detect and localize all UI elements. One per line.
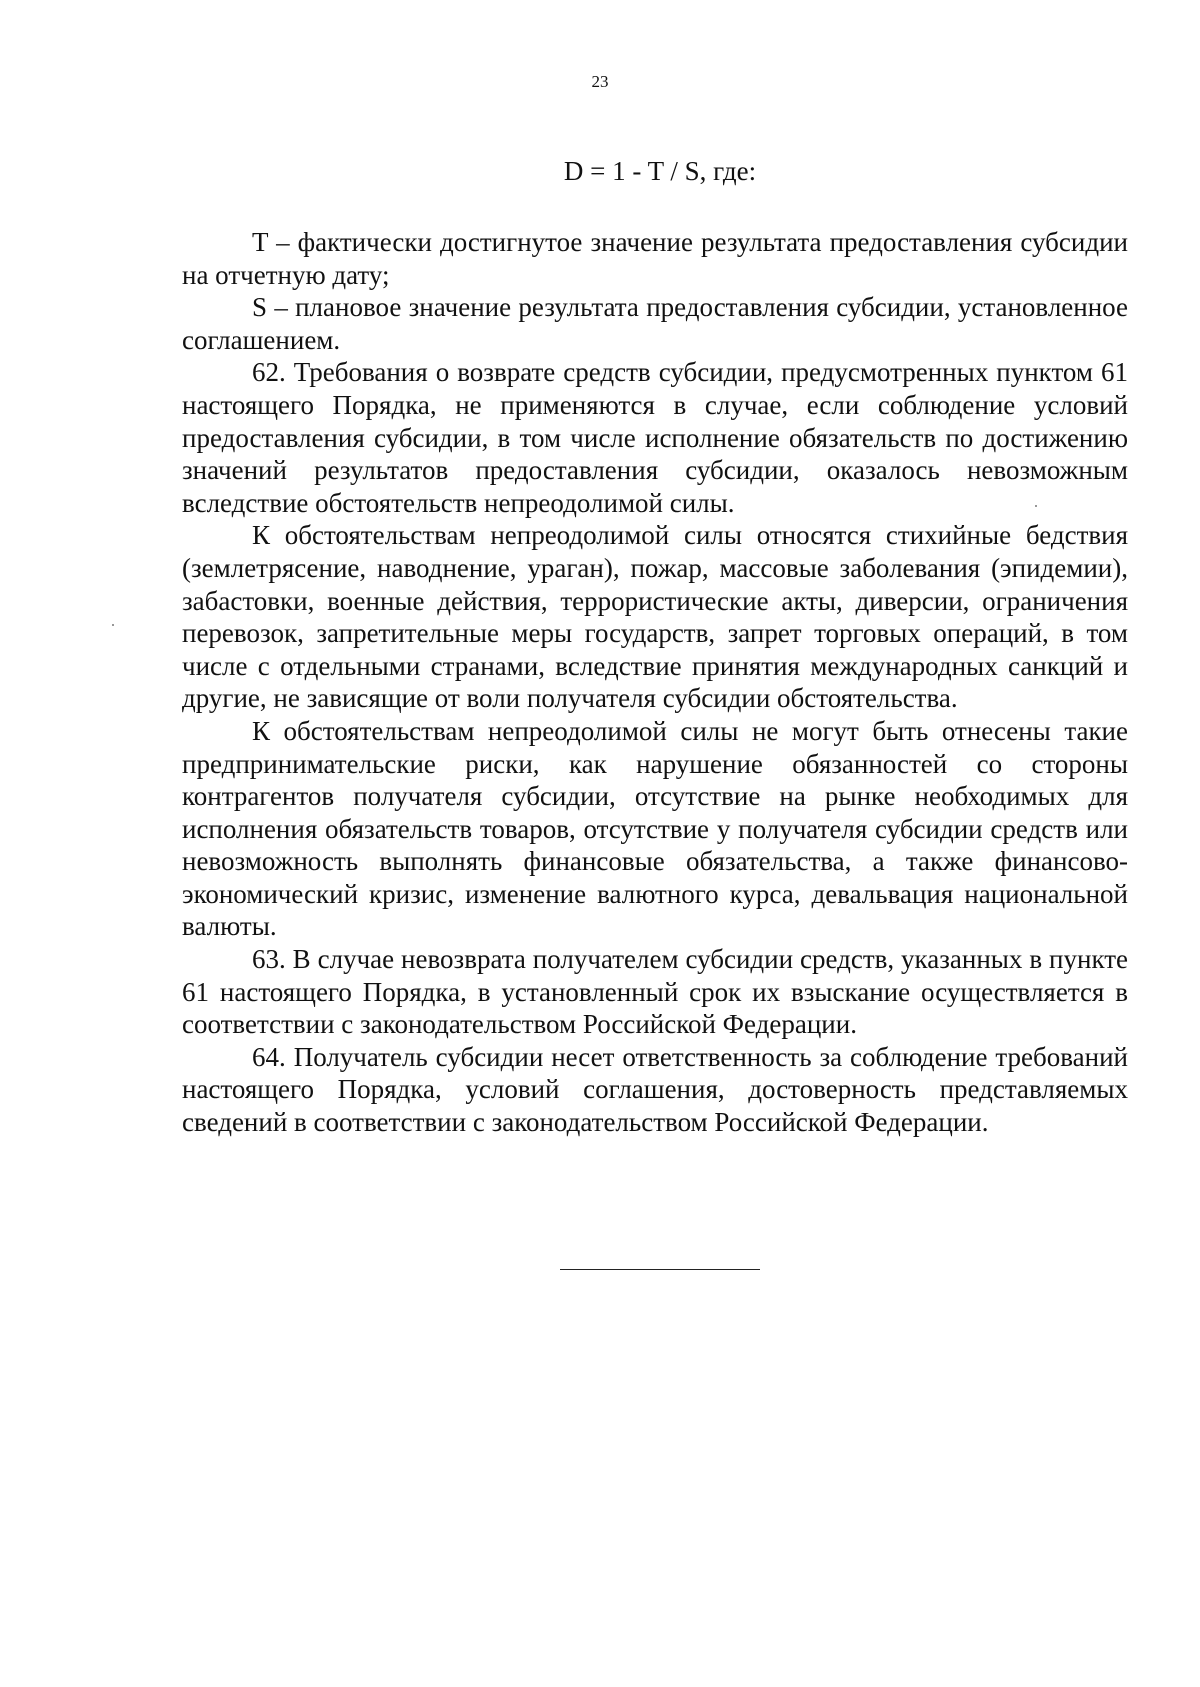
- document-body: [182, 226, 1128, 1139]
- paragraph-business-risks: К обстоятельствам непреодолимой силы не могут быть отнесены такие предпринимательские риски, как нарушение обязанностей со стороны контрагентов получателя субсидии, отсутствие на рынке необходимых для исполнения обязательств товаров, отсутствие у получателя субсидии средств или невозможность выполнять финансовые обязательства, а также финансово-экономический кризис, изменение валютного курса, девальвация национальной валюты.: [182, 715, 1128, 942]
- paragraph-64: 64. Получатель субсидии несет ответственность за соблюдение требований настоящего Порядка, условий соглашения, достоверность представляемых сведений в соответствии с законодательством Российской Федерации.: [182, 1041, 1128, 1138]
- paragraph-63: 63. В случае невозврата получателем субсидии средств, указанных в пункте 61 настоящего Порядка, в установленный срок их взыскание осуществляется в соответствии с законодательством Российской Федерации.: [182, 944, 1128, 1040]
- formula: D = 1 - T / S, где:: [563, 156, 757, 186]
- paragraph-s-definition: S – плановое значение результата предоставления субсидии, установленное соглашением.: [182, 292, 1128, 355]
- end-separator-line: [560, 1269, 760, 1270]
- paragraph-t-definition: T – фактически достигнутое значение результата предоставления субсидии на отчетную дату;: [182, 227, 1128, 290]
- scan-speck: [112, 624, 114, 626]
- page-number: 23: [591, 72, 609, 91]
- paragraph-force-majeure: К обстоятельствам непреодолимой силы относятся стихийные бедствия (землетрясение, наводнение, ураган), пожар, массовые заболевания (эпидемии), забастовки, военные действия, террористические акты, диверсии, ограничения перевозок, запретительные меры государств, запрет торговых операций, в том числе с отдельными странами, вследствие принятия международных санкций и другие, не зависящие от воли получателя субсидии обстоятельства.: [182, 520, 1128, 714]
- paragraph-62: 62. Требования о возврате средств субсидии, предусмотренных пунктом 61 настоящего Порядка, не применяются в случае, если соблюдение условий предоставления субсидии, в том числе исполнение обязательств по достижению значений результатов предоставления субсидии, оказалось невозможным вследствие обстоятельств непреодолимой силы.: [182, 357, 1128, 518]
- scan-speck: [1035, 505, 1037, 507]
